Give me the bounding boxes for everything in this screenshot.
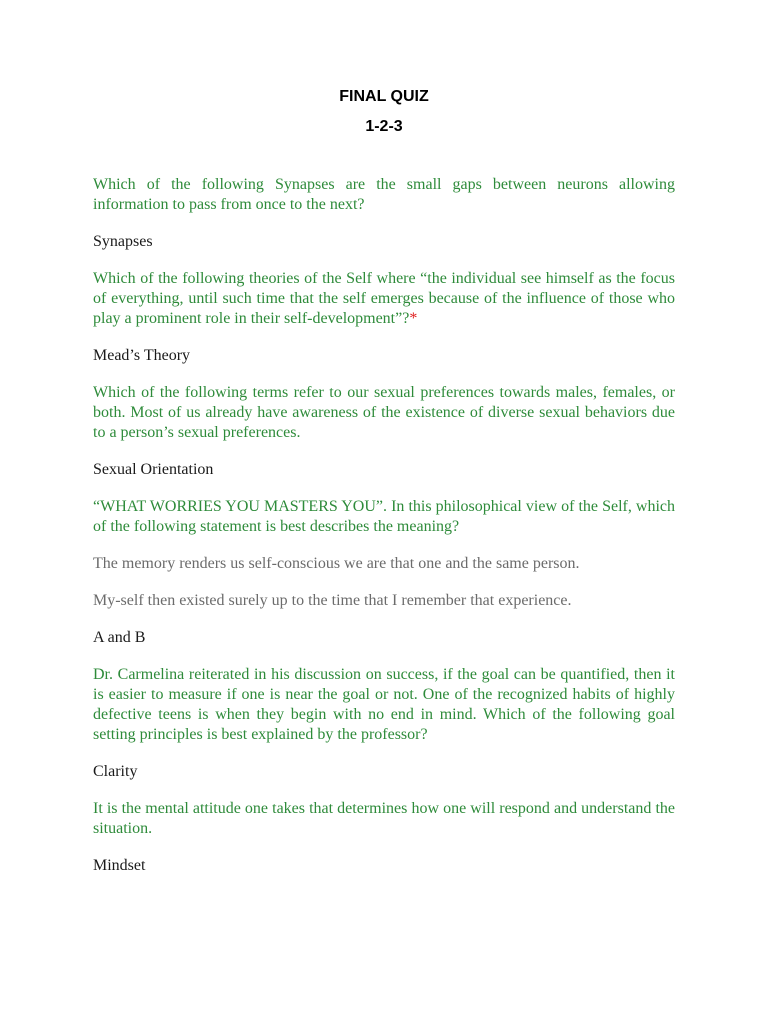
required-mark: * (409, 310, 418, 327)
question-text: “WHAT WORRIES YOU MASTERS YOU”. In this philosophical view of the Self, which of the following statement is best describes the meaning? (93, 498, 675, 535)
question-text: It is the mental attitude one takes that determines how one will respond and understand the situation. (93, 800, 675, 837)
answer-text: Mindset (93, 857, 146, 874)
question-text (93, 269, 675, 329)
question-text: Which of the following terms refer to our sexual preferences towards males, females, or both. Most of us already have awareness of the existence of diverse sexual behaviors due to a person’s sexual preferences. (93, 384, 675, 441)
answer-text: Mead’s Theory (93, 347, 191, 364)
question-text: Which of the following Synapses are the small gaps between neurons allowing information to pass from once to the next? (93, 176, 675, 213)
quiz-subtitle: 1-2-3 (365, 118, 403, 135)
quiz-title: FINAL QUIZ (339, 88, 429, 105)
question-text: Dr. Carmelina reiterated in his discussion on success, if the goal can be quantified, then it is easier to measure if one is near the goal or not. One of the recognized habits of highly defective teens is when they begin with no end in mind. Which of the following goal setting principles is best explained by the professor? (93, 666, 675, 743)
answer-text: Clarity (93, 763, 138, 780)
question-text-body: Which of the following theories of the Self where “the individual see himself as the focus of everything, until such time that the self emerges because of the influence of those who play a prominent role in their self-development”? (93, 270, 675, 327)
quiz-content (93, 175, 675, 893)
option-text: My-self then existed surely up to the time that I remember that experience. (93, 592, 572, 609)
option-text: The memory renders us self-conscious we are that one and the same person. (93, 555, 580, 572)
answer-text: Sexual Orientation (93, 461, 214, 478)
answer-text: Synapses (93, 233, 153, 250)
answer-text: A and B (93, 629, 146, 646)
